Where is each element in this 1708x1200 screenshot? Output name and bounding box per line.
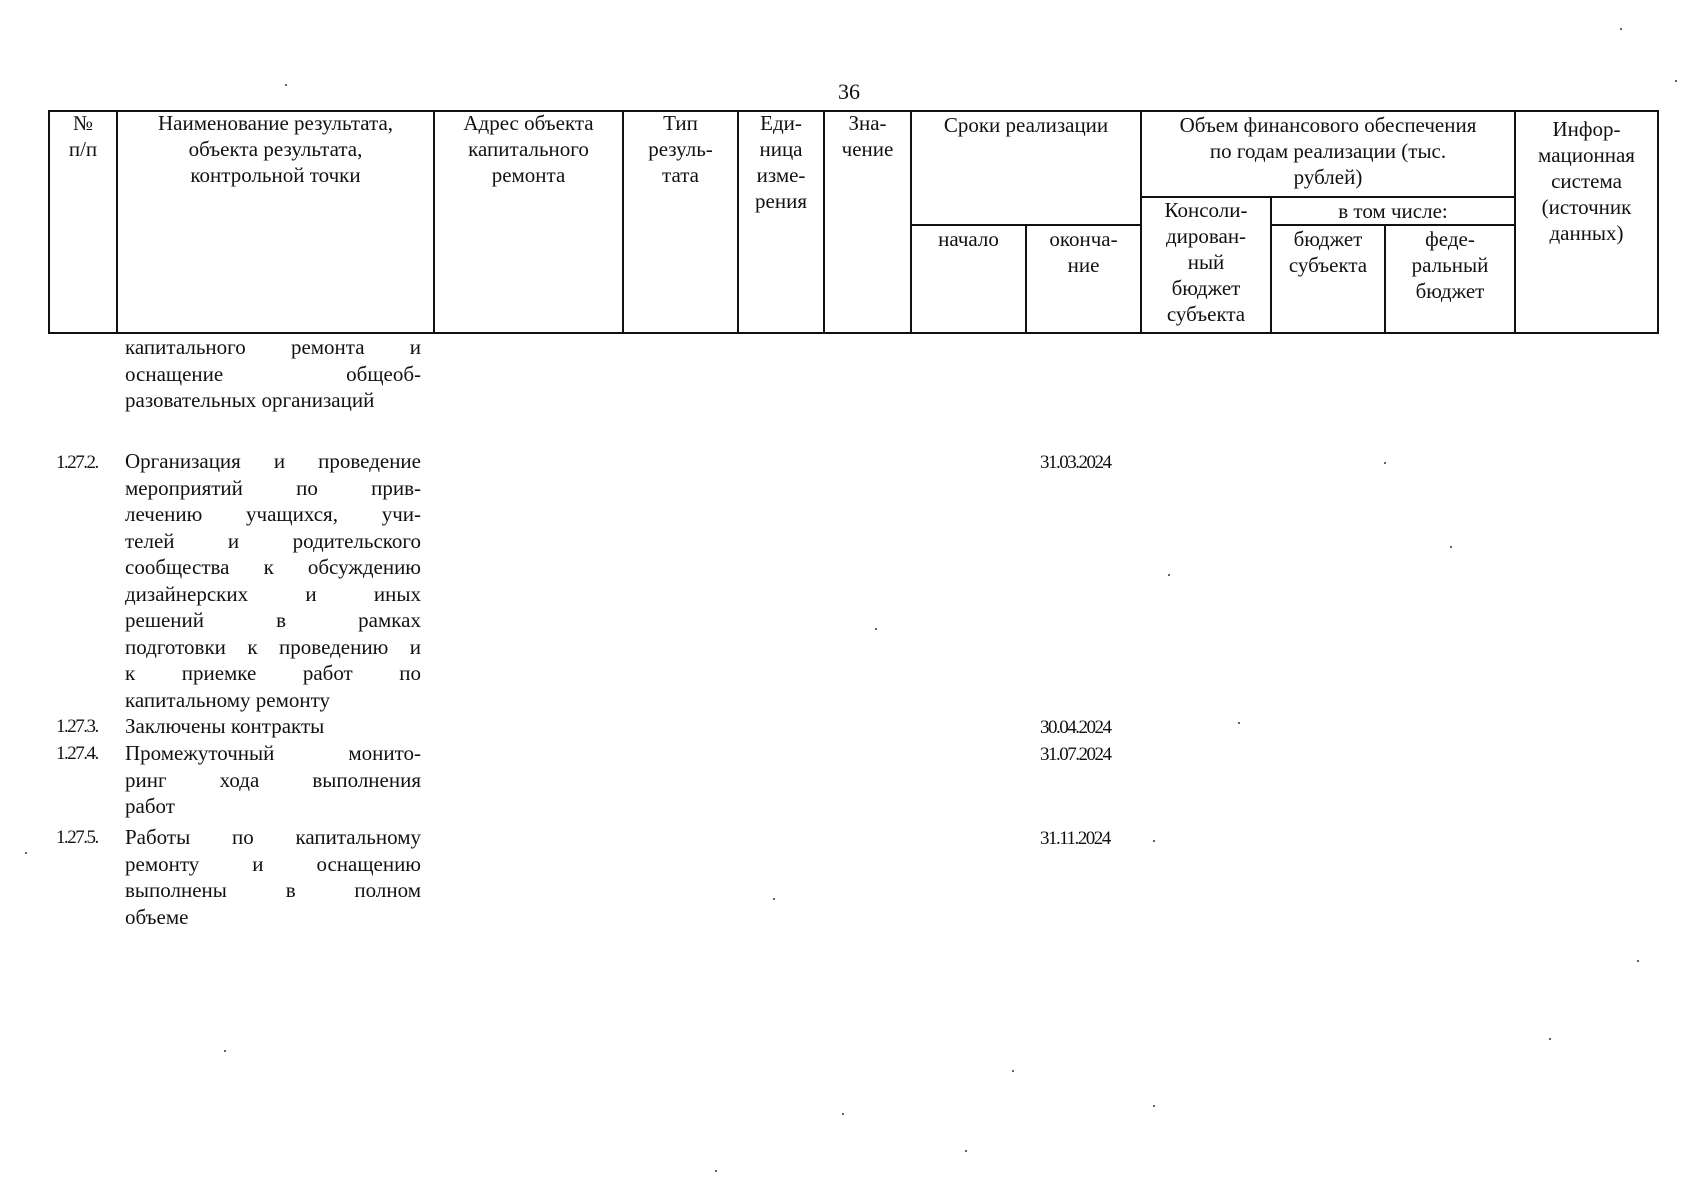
scan-speck	[25, 852, 27, 854]
row-number: 1.27.3.	[56, 716, 98, 737]
table-row	[125, 334, 421, 414]
header-text: по годам реализации (тыс.	[1209, 139, 1447, 163]
row-end-date: 30.04.2024	[1040, 717, 1111, 738]
row-name-line: сообщества к обсуждению	[125, 555, 421, 579]
header-text: система	[1551, 169, 1622, 193]
header-text: оконча-	[1049, 227, 1118, 251]
header-col-type	[624, 110, 737, 188]
row-name-line: ремонту и оснащению	[125, 851, 421, 876]
table-row	[125, 448, 421, 713]
row-name-line: телей и родительского	[125, 528, 421, 553]
header-text: ный	[1187, 250, 1225, 274]
header-text: дирован-	[1165, 224, 1247, 248]
row-name-line: Промежуточный монито-	[125, 741, 421, 765]
scan-speck	[773, 898, 775, 900]
header-col-terms	[912, 112, 1140, 138]
header-col-end	[1027, 226, 1140, 278]
header-text: рублей)	[1293, 165, 1363, 189]
header-text: ница	[759, 137, 803, 161]
header-text: данных)	[1549, 221, 1624, 245]
header-text: (источник	[1541, 195, 1632, 219]
header-text: феде-	[1425, 227, 1475, 251]
row-name-line: подготовки к проведению и	[125, 634, 421, 659]
scan-speck	[1450, 546, 1452, 548]
header-col-unit	[739, 110, 823, 214]
row-name-line: выполнены в полном	[125, 878, 421, 902]
scan-speck	[1153, 840, 1155, 842]
scan-speck	[875, 628, 877, 630]
header-vline	[910, 110, 912, 334]
row-number: 1.27.5.	[56, 827, 98, 848]
header-col-name	[118, 110, 433, 188]
row-name-line: ринг хода выполнения	[125, 767, 421, 792]
row-name-line: дизайнерских и иных	[125, 581, 421, 606]
header-text: рения	[755, 189, 807, 213]
header-text: бюджет	[1415, 279, 1485, 303]
header-col-consolidated	[1142, 197, 1270, 327]
header-text: субъекта	[1166, 302, 1246, 326]
header-text: Еди-	[760, 111, 802, 135]
header-text: Тип	[663, 111, 698, 135]
header-col-subject-budget	[1272, 226, 1384, 278]
row-number: 1.27.4.	[56, 743, 98, 764]
scan-speck	[1168, 574, 1170, 576]
header-text: тата	[662, 163, 699, 187]
header-text: Адрес объекта	[463, 111, 594, 135]
header-text: резуль-	[648, 137, 713, 161]
table-row	[125, 824, 421, 930]
header-text: начало	[938, 227, 999, 251]
row-name-line: к приемке работ по	[125, 661, 421, 685]
header-col-number	[50, 110, 116, 162]
header-text: бюджет	[1171, 276, 1241, 300]
row-name-line: Организация и проведение	[125, 449, 421, 473]
scan-speck	[842, 1113, 844, 1115]
scan-speck	[1637, 960, 1639, 962]
scan-speck	[1238, 722, 1240, 724]
header-text: ние	[1067, 253, 1100, 277]
header-col-address	[435, 110, 622, 188]
header-text: Консоли-	[1164, 198, 1248, 222]
scan-speck	[1675, 80, 1677, 82]
row-name-line: мероприятий по прив-	[125, 475, 421, 500]
header-col-start	[912, 226, 1025, 252]
scan-speck	[1384, 462, 1386, 464]
header-col-including	[1272, 198, 1514, 224]
header-text: Инфор-	[1552, 117, 1621, 141]
header-text: чение	[841, 137, 894, 161]
scan-speck	[1620, 28, 1622, 30]
row-end-date: 31.03.2024	[1040, 452, 1111, 473]
row-name-line: капитальному ремонту	[125, 687, 331, 712]
header-text: ральный	[1411, 253, 1489, 277]
table-row	[125, 740, 421, 820]
header-text: объекта результата,	[188, 137, 363, 161]
scan-speck	[224, 1050, 226, 1052]
header-text: Зна-	[848, 111, 887, 135]
header-text: ремонта	[491, 163, 566, 187]
row-name-line: работ	[125, 794, 175, 818]
row-name-line: капитального ремонта и	[125, 335, 421, 359]
row-name-line: Заключены контракты	[125, 714, 325, 738]
row-end-date: 31.11.2024	[1040, 828, 1110, 849]
row-name-line: лечению учащихся, учи-	[125, 502, 421, 526]
row-number: 1.27.2.	[56, 452, 98, 473]
header-text: Сроки реализации	[943, 113, 1109, 137]
table-row	[125, 713, 421, 740]
header-text: п/п	[68, 137, 98, 161]
scan-speck	[965, 1150, 967, 1152]
header-text: бюджет	[1293, 227, 1363, 251]
header-text: капитального	[468, 137, 589, 161]
scan-speck	[1549, 1038, 1551, 1040]
header-text: мационная	[1538, 143, 1635, 167]
scan-speck	[1012, 1070, 1014, 1072]
header-col-finance	[1142, 112, 1514, 190]
header-text: в том числе:	[1338, 199, 1448, 223]
page-number: 36	[838, 79, 860, 104]
header-text: Объем финансового обеспечения	[1179, 113, 1477, 137]
header-text: изме-	[756, 163, 806, 187]
header-text: №	[72, 111, 94, 135]
row-name-line: Работы по капитальному	[125, 825, 421, 849]
scan-speck	[715, 1170, 717, 1172]
scan-speck	[1153, 1105, 1155, 1107]
header-col-federal-budget	[1386, 226, 1514, 304]
header-text: Наименование результата,	[157, 111, 394, 135]
row-end-date: 31.07.2024	[1040, 744, 1111, 765]
row-name-line: оснащение общеоб-	[125, 361, 421, 386]
header-vline	[1657, 110, 1659, 334]
row-name-line: решений в рамках	[125, 608, 421, 632]
table-header	[0, 0, 1708, 340]
header-text: контрольной точки	[190, 163, 361, 187]
row-name-line: объеме	[125, 904, 189, 929]
row-name-line: разовательных организаций	[125, 388, 375, 412]
scan-speck	[285, 84, 287, 86]
header-col-info	[1516, 116, 1657, 246]
header-text: субъекта	[1288, 253, 1368, 277]
header-col-value	[825, 110, 910, 162]
